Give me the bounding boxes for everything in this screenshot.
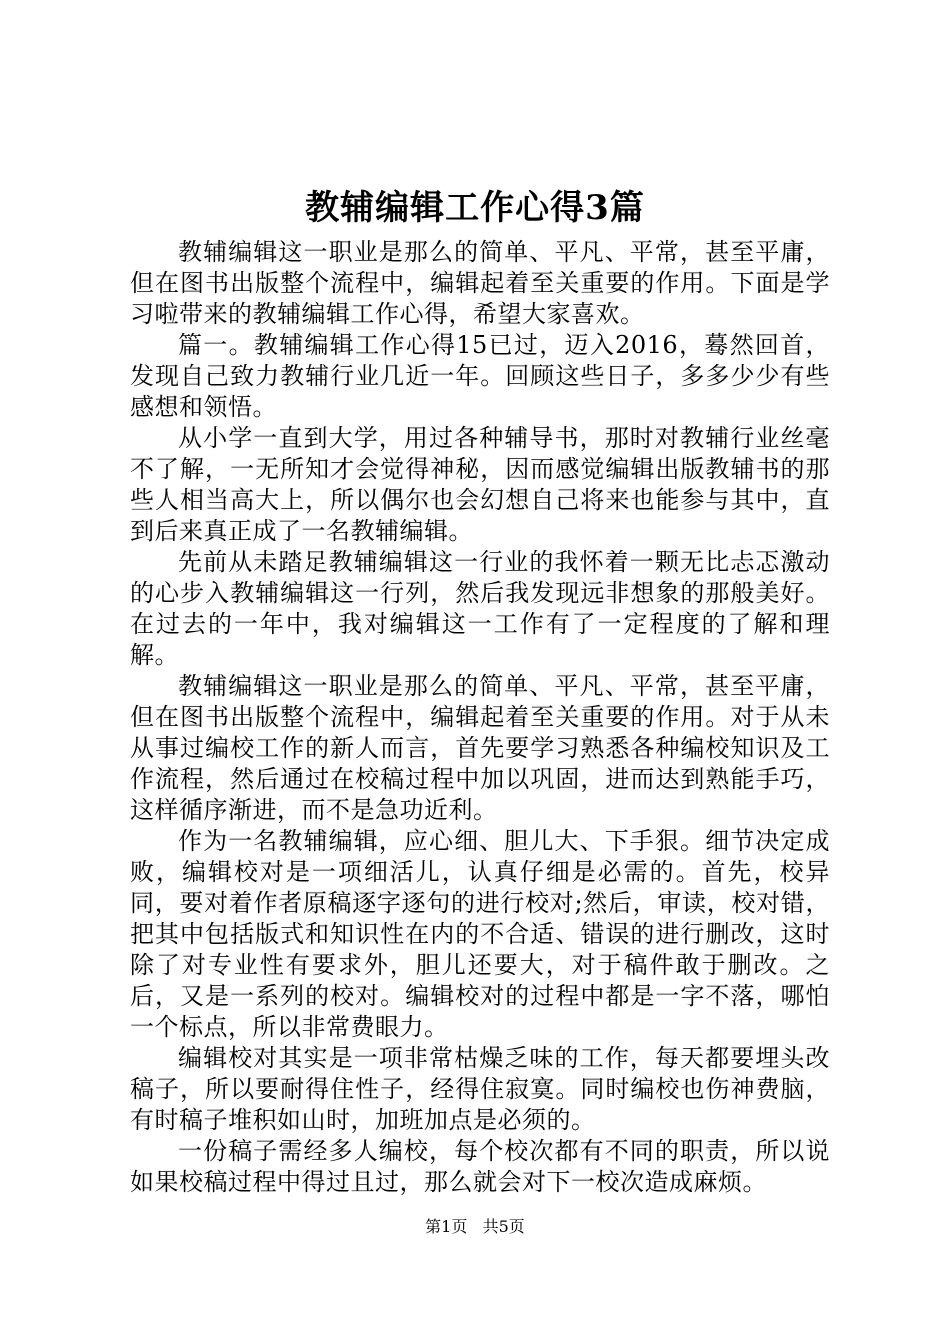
page-number: 第1页 bbox=[425, 1217, 468, 1236]
document-title: 教辅编辑工作心得3篇 bbox=[305, 188, 645, 228]
paragraph-qualities: 作为一名教辅编辑，应心细、胆儿大、下手狠。细节决定成败，编辑校对是一项细活儿，认真仔细是必需的。首先，校异同，要对着作者原稿逐字逐句的进行校对;然后，审读，校对错，把其中包括版式和知识性在内的不合适、错误的进行删改，这时除了对专业性有要求外，胆儿还要大，对于稿件敢于删改。之后，又是一系列的校对。编辑校对的过程中都是一字不落，哪怕一个标点，所以非常费眼力。 bbox=[130, 827, 830, 1041]
document-body bbox=[130, 237, 830, 1198]
page-footer bbox=[0, 1216, 950, 1238]
page-total: 共5页 bbox=[482, 1217, 525, 1236]
paragraph-first-year: 先前从未踏足教辅编辑这一行业的我怀着一颗无比忐忑激动的心步入教辅编辑这一行列，然后我发现远非想象的那般美好。在过去的一年中，我对编辑这一工作有了一定程度的了解和理解。 bbox=[130, 548, 830, 669]
paragraph-role: 教辅编辑这一职业是那么的简单、平凡、平常，甚至平庸，但在图书出版整个流程中，编辑起着至关重要的作用。对于从未从事过编校工作的新人而言，首先要学习熟悉各种编校知识及工作流程，然后通过在校稿过程中加以巩固，进而达到熟能手巧，这样循序渐进，而不是急功近利。 bbox=[130, 672, 830, 824]
paragraph-intro: 教辅编辑这一职业是那么的简单、平凡、平常，甚至平庸，但在图书出版整个流程中，编辑起着至关重要的作用。下面是学习啦带来的教辅编辑工作心得，希望大家喜欢。 bbox=[130, 238, 830, 328]
paragraph-part-one: 篇一。教辅编辑工作心得15已过，迈入2016，蓦然回首，发现自己致力教辅行业几近一年。回顾这些日子，多多少少有些感想和领悟。 bbox=[130, 331, 830, 421]
paragraph-teamwork: 一份稿子需经多人编校，每个校次都有不同的职责，所以说如果校稿过程中得过且过，那么就会对下一校次造成麻烦。 bbox=[130, 1137, 830, 1196]
paragraph-childhood: 从小学一直到大学，用过各种辅导书，那时对教辅行业丝毫不了解，一无所知才会觉得神秘，因而感觉编辑出版教辅书的那些人相当高大上，所以偶尔也会幻想自己将来也能参与其中，直到后来真正成了一名教辅编辑。 bbox=[130, 424, 830, 545]
paragraph-tedium: 编辑校对其实是一项非常枯燥乏味的工作，每天都要埋头改稿子，所以要耐得住性子，经得住寂寞。同时编校也伤神费脑，有时稿子堆积如山时，加班加点是必须的。 bbox=[130, 1044, 830, 1134]
